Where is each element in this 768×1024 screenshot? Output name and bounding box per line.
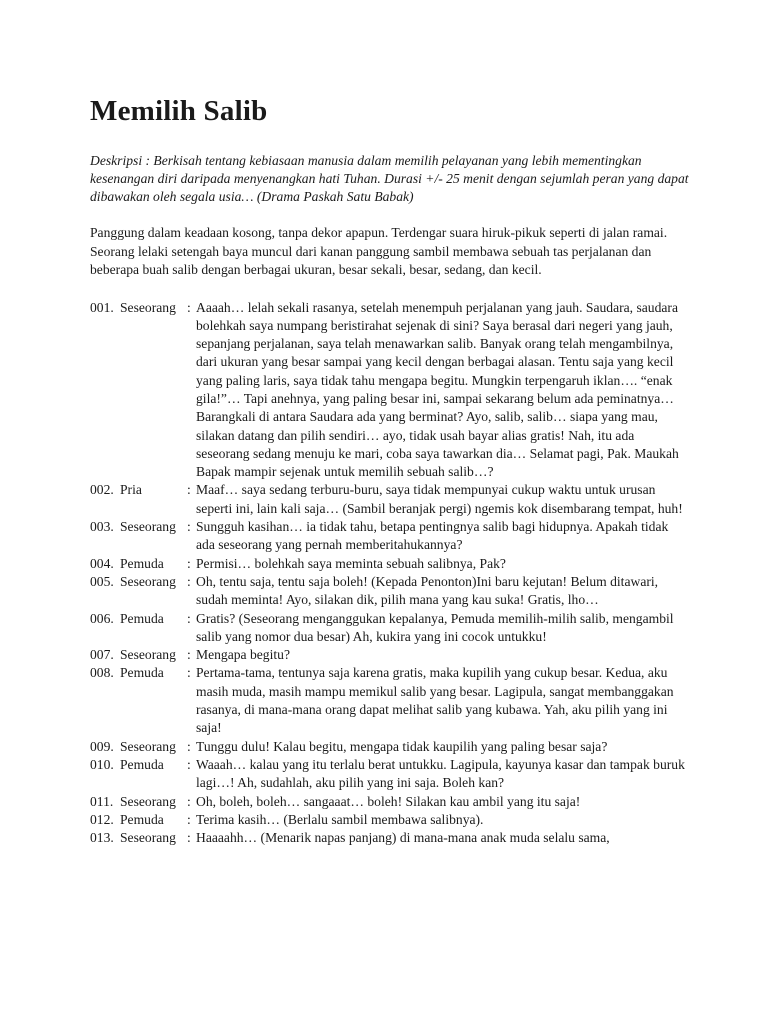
line-number: 004. — [90, 555, 114, 571]
separator: : — [187, 756, 191, 772]
line-number: 009. — [90, 738, 114, 754]
dialogue-text: Haaaahh… (Menarik napas panjang) di mana-mana anak muda selalu sama, — [196, 830, 610, 846]
dialogue-label — [90, 555, 194, 573]
dialogue-line — [90, 664, 690, 737]
line-number: 008. — [90, 665, 114, 681]
line-number: 003. — [90, 519, 114, 535]
separator: : — [187, 610, 191, 626]
dialogue-text: Tunggu dulu! Kalau begitu, mengapa tidak kaupilih yang paling besar saja? — [196, 738, 608, 754]
dialogue-label — [90, 811, 194, 829]
dialogue-line — [90, 811, 690, 829]
line-number: 006. — [90, 610, 114, 626]
separator: : — [187, 793, 191, 809]
dialogue-line — [90, 299, 690, 482]
speaker-name: Pemuda — [120, 811, 164, 827]
dialogue-text: Oh, tentu saja, tentu saja boleh! (Kepada Penonton)Ini baru kejutan! Belum ditawari, sudah meminta! Ayo, silakan dik, pilih mana yang kau suka! Gratis, lho… — [196, 573, 659, 608]
dialogue-line — [90, 829, 690, 847]
dialogue-label — [90, 829, 194, 847]
speaker-name: Pemuda — [120, 756, 164, 772]
dialogue-line — [90, 793, 690, 811]
stage-direction-intro: Panggung dalam keadaan kosong, tanpa dekor apapun. Terdengar suara hiruk-pikuk seperti di jalan ramai. Seorang lelaki setengah baya muncul dari kanan panggung sambil membawa sebuah tas perjalanan dan beberapa buah salib dengan berbagai ukuran, besar sekali, besar, sedang, dan kecil. — [90, 225, 668, 277]
dialogue-text: Oh, boleh, boleh… sangaaat… boleh! Silakan kau ambil yang itu saja! — [196, 793, 581, 809]
speaker-name: Pemuda — [120, 610, 164, 626]
separator: : — [187, 573, 191, 589]
dialogue-text: Pertama-tama, tentunya saja karena gratis, maka kupilih yang cukup besar. Kedua, aku masih muda, masih mampu memikul salib yang besar. Lagipula, sangat membanggakan rasanya, di mana-mana orang dapat melihat salib yang kubawa. Yah, aku pilih yang ini saja! — [196, 665, 674, 736]
separator: : — [187, 738, 191, 754]
separator: : — [187, 555, 191, 571]
document-page — [90, 92, 690, 847]
dialogue-text: Gratis? (Seseorang menganggukan kepalanya, Pemuda memilih-milih salib, mengambil salib yang nomor dua besar) Ah, kukira yang ini cocok untukku! — [196, 610, 674, 644]
line-number: 005. — [90, 573, 114, 589]
speaker-name: Pemuda — [120, 555, 164, 571]
dialogue-label — [90, 573, 194, 610]
dialogue-line — [90, 555, 690, 573]
dialogue-label — [90, 299, 194, 482]
speaker-name: Seseorang — [120, 830, 176, 846]
dialogue-text: Maaf… saya sedang terburu-buru, saya tidak mempunyai cukup waktu untuk urusan seperti ini, lain kali saja… (Sambil beranjak pergi) ngemis kok disembarang tempat, huh! — [196, 482, 683, 516]
line-number: 011. — [90, 793, 114, 809]
dialogue-label — [90, 518, 194, 555]
dialogue-list — [90, 299, 690, 848]
page-title: Memilih Salib — [90, 95, 268, 127]
speaker-name: Pria — [120, 482, 142, 498]
speaker-name: Seseorang — [120, 647, 176, 663]
dialogue-line — [90, 756, 690, 793]
dialogue-label — [90, 756, 194, 793]
speaker-name: Seseorang — [120, 519, 176, 535]
dialogue-text: Mengapa begitu? — [196, 647, 290, 663]
dialogue-text: Waaah… kalau yang itu terlalu berat untukku. Lagipula, kayunya kasar dan tampak buruk lagi…! Ah, sudahlah, aku pilih yang ini saja. Boleh kan? — [196, 756, 685, 791]
dialogue-line — [90, 518, 690, 555]
separator: : — [187, 519, 191, 535]
speaker-name: Seseorang — [120, 573, 176, 589]
dialogue-line — [90, 646, 690, 664]
separator: : — [187, 665, 191, 681]
dialogue-line — [90, 481, 690, 518]
dialogue-line — [90, 738, 690, 756]
line-number: 007. — [90, 647, 114, 663]
dialogue-text: Permisi… bolehkah saya meminta sebuah salibnya, Pak? — [196, 555, 506, 571]
dialogue-line — [90, 573, 690, 610]
speaker-name: Seseorang — [120, 738, 176, 754]
dialogue-text: Aaaah… lelah sekali rasanya, setelah menempuh perjalanan yang jauh. Saudara, saudara bolehkah saya numpang beristirahat sejenak di sini? Saya berasal dari negeri yang jauh, sepanjang perjalanan, saya telah menawarkan salib. Banyak orang telah mengambilnya, dari ukuran yang besar sampai yang kecil dengan berbagai alasan. Tentu saja yang kecil yang paling laris, saya tidak tahu mengapa begitu. Mungkin terpengaruh iklan…. “enak gila!”… Tapi anehnya, yang paling besar ini, sampai sekarang belum ada peminatnya… Barangkali di antara Saudara ada yang berminat? Ayo, salib, salib… siapa yang mau, silakan datang dan pilih sendiri… ayo, tidak usah bayar alias gratis! Nah, itu ada seseorang sedang menuju ke mari, coba saya tawarkan dia… Selamat pagi, Pak. Maukah Bapak mampir sejenak untuk memilih sebuah salib…? — [196, 299, 679, 480]
dialogue-label — [90, 664, 194, 737]
separator: : — [187, 811, 191, 827]
speaker-name: Pemuda — [120, 665, 164, 681]
separator: : — [187, 299, 191, 315]
speaker-name: Seseorang — [120, 793, 176, 809]
dialogue-label — [90, 738, 194, 756]
line-number: 010. — [90, 756, 114, 772]
line-number: 001. — [90, 299, 114, 315]
dialogue-label — [90, 610, 194, 647]
dialogue-text: Terima kasih… (Berlalu sambil membawa salibnya). — [196, 811, 484, 827]
separator: : — [187, 482, 191, 498]
line-number: 013. — [90, 830, 114, 846]
dialogue-label — [90, 793, 194, 811]
line-number: 002. — [90, 482, 114, 498]
line-number: 012. — [90, 811, 114, 827]
separator: : — [187, 647, 191, 663]
description: Deskripsi : Berkisah tentang kebiasaan manusia dalam memilih pelayanan yang lebih mementingkan kesenangan diri daripada menyenangkan hati Tuhan. Durasi +/- 25 menit dengan sejumlah peran yang dapat dibawakan oleh segala usia… (Drama Paskah Satu Babak) — [90, 153, 689, 204]
dialogue-label — [90, 646, 194, 664]
separator: : — [187, 830, 191, 846]
dialogue-label — [90, 481, 194, 518]
dialogue-text: Sungguh kasihan… ia tidak tahu, betapa pentingnya salib bagi hidupnya. Apakah tidak ada seseorang yang pernah memberitahukannya? — [196, 519, 669, 553]
dialogue-line — [90, 610, 690, 647]
speaker-name: Seseorang — [120, 299, 176, 315]
